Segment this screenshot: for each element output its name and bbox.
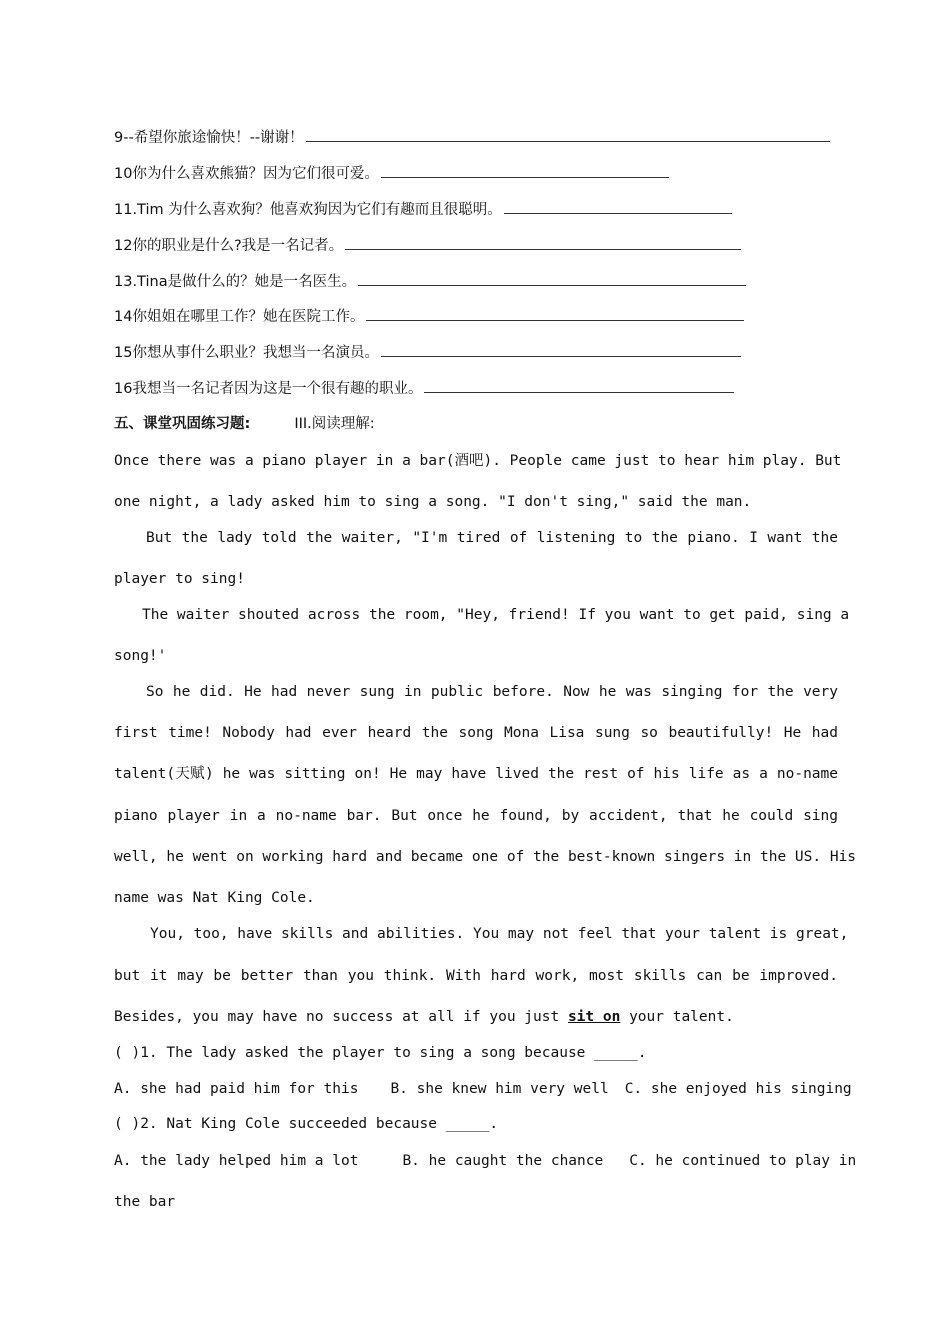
passage-line: player to sing! bbox=[114, 571, 245, 587]
passage-line: piano player in a no-name bar. But once he found, by accident, that he could sing bbox=[114, 808, 838, 824]
option-b[interactable]: B. he caught the chance bbox=[402, 1153, 604, 1169]
passage-line bbox=[114, 1007, 838, 1027]
passage-line: song!' bbox=[114, 648, 167, 664]
item-prompt: 10你为什么喜欢熊猫？因为它们很可爱。 bbox=[114, 166, 379, 182]
translation-item-14 bbox=[114, 306, 838, 327]
item-prompt: 13.Tina是做什么的？她是一名医生。 bbox=[114, 274, 357, 290]
passage-text: Besides, you may have no success at all if you just bbox=[114, 1009, 568, 1025]
translation-item-12 bbox=[114, 235, 838, 256]
translation-item-10 bbox=[114, 163, 838, 184]
passage-line: name was Nat King Cole. bbox=[114, 890, 315, 906]
item-prompt: 11.Tim 为什么喜欢狗？他喜欢狗因为它们有趣而且很聪明。 bbox=[114, 202, 502, 218]
question-2-option-c-continued: the bar bbox=[114, 1194, 176, 1210]
translation-item-15 bbox=[114, 342, 838, 363]
passage-line: But the lady told the waiter, "I'm tired of listening to the piano. I want the bbox=[146, 530, 838, 546]
option-a[interactable]: A. the lady helped him a lot bbox=[114, 1153, 359, 1169]
item-prompt: 15你想从事什么职业？我想当一名演员。 bbox=[114, 345, 379, 361]
option-b[interactable]: B. she knew him very well bbox=[390, 1081, 609, 1097]
answer-blank[interactable] bbox=[358, 271, 746, 286]
passage-line: one night, a lady asked him to sing a song. "I don't sing," said the man. bbox=[114, 494, 752, 510]
passage-line: The waiter shouted across the room, "Hey, friend! If you want to get paid, sing a bbox=[142, 607, 850, 623]
section-title: 五、课堂巩固练习题: bbox=[114, 416, 251, 432]
underlined-phrase: sit on bbox=[567, 1009, 621, 1025]
option-c[interactable]: C. he continued to play in bbox=[629, 1153, 857, 1169]
answer-blank[interactable] bbox=[381, 342, 741, 357]
question-1-stem: ( )1. The lady asked the player to sing a song because _____. bbox=[114, 1045, 647, 1061]
translation-item-11 bbox=[114, 199, 838, 220]
passage-text: your talent. bbox=[620, 1009, 734, 1025]
passage-line: Once there was a piano player in a bar(酒吧). People came just to hear him play. But bbox=[114, 453, 842, 469]
item-prompt: 12你的职业是什么?我是一名记者。 bbox=[114, 238, 344, 254]
section-heading bbox=[114, 414, 838, 434]
translation-item-13 bbox=[114, 271, 838, 292]
translation-item-9 bbox=[114, 127, 838, 148]
answer-blank[interactable] bbox=[345, 235, 741, 250]
passage-line: but it may be better than you think. With hard work, most skills can be improved. bbox=[114, 968, 838, 984]
passage-line: So he did. He had never sung in public before. Now he was singing for the very bbox=[146, 684, 838, 700]
passage-line: well, he went on working hard and became one of the best-known singers in the US. His bbox=[114, 849, 857, 865]
option-c[interactable]: C. she enjoyed his singing bbox=[624, 1081, 852, 1097]
answer-blank[interactable] bbox=[424, 378, 734, 393]
item-prompt: 14你姐姐在哪里工作？她在医院工作。 bbox=[114, 309, 365, 325]
answer-blank[interactable] bbox=[381, 163, 669, 178]
item-prompt: 16我想当一名记者因为这是一个很有趣的职业。 bbox=[114, 381, 423, 397]
passage-line: talent(天赋) he was sitting on! He may have lived the rest of his life as a no-name bbox=[114, 766, 838, 782]
passage-line: You, too, have skills and abilities. You may not feel that your talent is great, bbox=[150, 926, 849, 942]
question-1-options bbox=[114, 1079, 852, 1099]
question-2-options bbox=[114, 1151, 857, 1171]
passage-line: first time! Nobody had ever heard the song Mona Lisa sung so beautifully! He had bbox=[114, 725, 838, 741]
answer-blank[interactable] bbox=[366, 306, 744, 321]
answer-blank[interactable] bbox=[306, 127, 830, 142]
question-2-stem: ( )2. Nat King Cole succeeded because _____. bbox=[114, 1116, 499, 1132]
translation-item-16 bbox=[114, 378, 838, 399]
answer-blank[interactable] bbox=[504, 199, 732, 214]
item-prompt: 9--希望你旅途愉快！--谢谢！ bbox=[114, 130, 304, 146]
option-a[interactable]: A. she had paid him for this bbox=[114, 1081, 359, 1097]
section-subtitle: III.阅读理解: bbox=[294, 416, 375, 432]
